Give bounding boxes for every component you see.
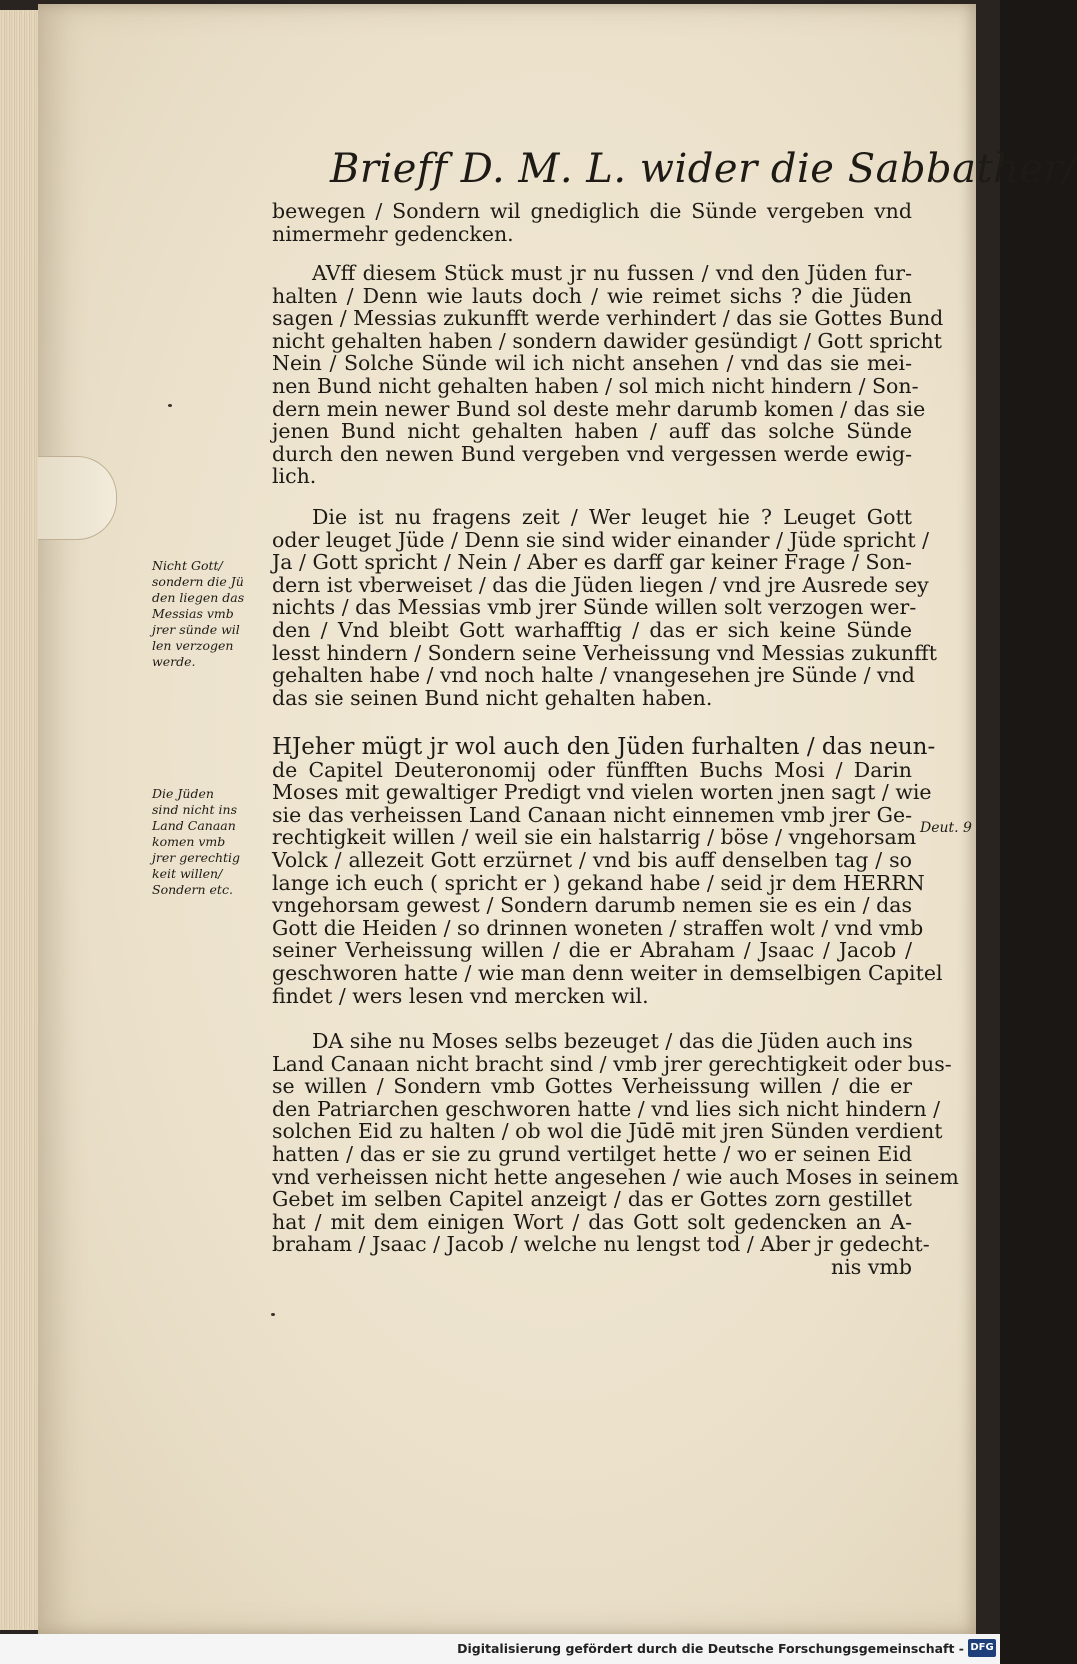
text-line: nichts / das Messias vmb jrer Sünde willen solt verzogen wer- (272, 595, 917, 620)
text-line: braham / Jsaac / Jacob / welche nu lengst tod / Aber jr gedecht- (272, 1232, 930, 1257)
text-line: bewegen / Sondern wil gnediglich die Sünde vergeben vnd (272, 199, 912, 223)
gloss-line: len verzogen (152, 638, 234, 653)
text-line: den / Vnd bleibt Gott warhafftig / das er sich keine Sünde (272, 617, 912, 642)
scripture-reference: Deut. 9 (920, 820, 972, 836)
marginal-note-2 (152, 786, 270, 898)
text-line: den Patriarchen geschworen hatte / vnd lies sich nicht hindern / (272, 1096, 941, 1121)
gloss-line: jrer sünde wil (152, 622, 240, 637)
text-line: nen Bund nicht gehalten haben / sol mich nicht hindern / Son- (272, 373, 919, 398)
text-line: jenen Bund nicht gehalten haben / auff das solche Sünde (272, 419, 912, 444)
text-line: vnd verheissen nicht hette angesehen / wie auch Moses in seinem (272, 1164, 959, 1189)
text-line: lesst hindern / Sondern seine Verheissung vnd Messias zukunfft (272, 640, 937, 665)
text-line: dern mein newer Bund sol deste mehr darumb komen / das sie (272, 396, 926, 421)
ink-speck (168, 404, 172, 407)
dfg-logo: DFG (968, 1639, 996, 1657)
paragraph-2 (272, 261, 944, 489)
text-line: Moses mit gewaltiger Predigt vnd vielen worten jnen sagt / wie (272, 780, 932, 805)
text-line: HJeher mügt jr wol auch den Jüden furhalten / das neun- (272, 734, 936, 760)
gloss-line: Die Jüden (152, 786, 214, 801)
text-line: gehalten habe / vnd noch halte / vnangesehen jre Sünde / vnd (272, 663, 915, 688)
funding-credit: Digitalisierung gefördert durch die Deutsche Forschungsgemeinschaft - (457, 1641, 964, 1656)
text-line: sie das verheissen Land Canaan nicht einnemen vmb jrer Ge- (272, 802, 912, 827)
text-line: AVff diesem Stück must jr nu fussen / vnd den Jüden fur- (312, 261, 912, 285)
text-line: de Capitel Deuteronomij oder fünfften Buchs Mosi / Darin (272, 757, 912, 782)
text-line: hat / mit dem einigen Wort / das Gott solt gedencken an A- (272, 1209, 912, 1234)
text-line: findet / wers lesen vnd mercken wil. (272, 983, 649, 1008)
text-line: vngehorsam gewest / Sondern darumb nemen sie es ein / das (272, 893, 912, 918)
gloss-line: Messias vmb (152, 606, 234, 621)
text-line: sagen / Messias zukunfft werde verhindert / das sie Gottes Bund (272, 306, 944, 331)
text-line: Gott die Heiden / so drinnen woneten / straffen wolt / vnd vmb (272, 915, 924, 940)
text-line: seiner Verheissung willen / die er Abraham / Jsaac / Jacob / (272, 938, 912, 963)
gloss-line: Land Canaan (152, 818, 236, 833)
text-line: rechtigkeit willen / weil sie ein halstarrig / böse / vngehorsam (272, 825, 917, 850)
paragraph-1 (272, 200, 912, 245)
running-title: Brieff D. M. L. wider die Sabbather/ (330, 146, 1077, 192)
gloss-line: Sondern etc. (152, 882, 233, 897)
text-line: nicht gehalten haben / sondern dawider gesündigt / Gott spricht (272, 328, 942, 353)
text-line: dern ist vberweiset / das die Jüden liegen / vnd jre Ausrede sey (272, 572, 929, 597)
text-line: lich. (272, 464, 317, 489)
gloss-line: den liegen das (152, 590, 245, 605)
gloss-line: werde. (152, 654, 196, 669)
text-line: solchen Eid zu halten / ob wol die Jūdē mit jren Sünden verdient (272, 1119, 943, 1144)
text-line: nimermehr gedencken. (272, 221, 514, 246)
text-line: das sie seinen Bund nicht gehalten haben. (272, 685, 713, 710)
bookmark-tab (38, 456, 117, 540)
gloss-line: Nicht Gott/ (152, 558, 223, 573)
ink-speck (271, 1313, 275, 1316)
text-line: Volck / allezeit Gott erzürnet / vnd bis auff denselben tag / so (272, 847, 912, 872)
text-line: geschworen hatte / wie man denn weiter in demselbigen Capitel (272, 960, 943, 985)
gloss-line: jrer gerechtig (152, 850, 241, 865)
paragraph-3 (272, 505, 937, 710)
marginal-note-1 (152, 558, 270, 670)
text-line: Die ist nu fragens zeit / Wer leuget hie ? Leuget Gott (312, 505, 912, 529)
digitization-footer (0, 1634, 1000, 1664)
paragraph-4 (272, 734, 943, 1008)
text-line: Nein / Solche Sünde wil ich nicht ansehen / vnd das sie mei- (272, 351, 912, 376)
gloss-line: komen vmb (152, 834, 226, 849)
paragraph-5 (272, 1029, 959, 1279)
text-line: hatten / das er sie zu grund vertilget hette / wo er seinen Eid (272, 1141, 912, 1166)
gloss-line: sondern die Jü (152, 574, 244, 589)
text-line: Land Canaan nicht bracht sind / vmb jrer gerechtigkeit oder bus- (272, 1051, 952, 1076)
text-line: DA sihe nu Moses selbs bezeuget / das die Jüden auch ins (312, 1029, 913, 1053)
gloss-line: keit willen/ (152, 866, 223, 881)
page-stack-edge (0, 10, 41, 1630)
text-line: oder leuget Jüde / Denn sie sind wider einander / Jüde spricht / (272, 527, 930, 552)
gloss-line: sind nicht ins (152, 802, 237, 817)
text-line: Gebet im selben Capitel anzeigt / das er Gottes zorn gestillet (272, 1187, 912, 1212)
text-line: se willen / Sondern vmb Gottes Verheissung willen / die er (272, 1074, 912, 1099)
text-line: durch den newen Bund vergeben vnd vergessen werde ewig- (272, 441, 912, 466)
catchword: nis vmb (831, 1254, 912, 1279)
text-line: halten / Denn wie lauts doch / wie reimet sichs ? die Jüden (272, 283, 912, 308)
text-line: lange ich euch ( spricht er ) gekand habe / seid jr dem HERRN (272, 870, 925, 895)
text-line: Ja / Gott spricht / Nein / Aber es darff gar keiner Frage / Son- (272, 550, 912, 575)
